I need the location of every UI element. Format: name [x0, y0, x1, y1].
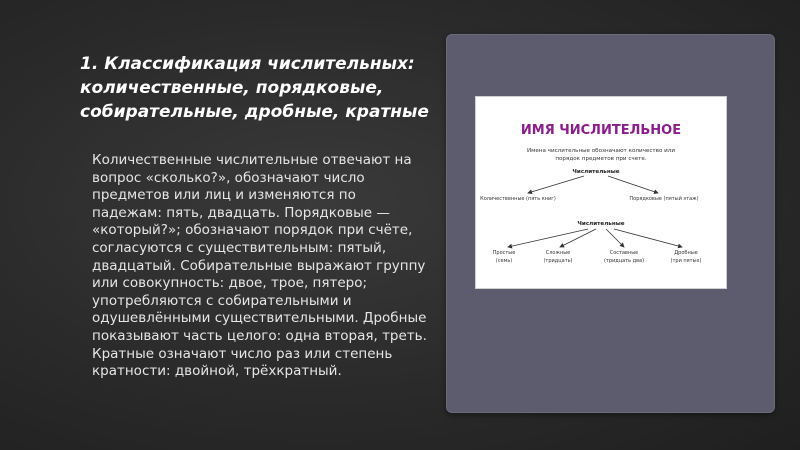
diagram-arrow-2	[560, 229, 596, 247]
diagram-arrow-4	[614, 229, 682, 247]
diagram-group1-label: Числительные	[572, 169, 620, 175]
diagram-arrow-1	[508, 229, 588, 247]
numeral-diagram-image	[475, 96, 727, 289]
diagram-group1-right: Порядковые (пятый этаж)	[629, 196, 699, 202]
diagram-item-2-name: Сложные	[545, 250, 571, 256]
slide-body-text: Количественные числительные отвечают на вопрос «сколько?», обозначают число предметов или лиц и изменяются по падежам: пять, двадцать. Порядковые — «который?»; обозначают порядок при счёте, согласуются с существительным: пятый, двадцатый. Собирательные выражают группу или совокупность: двое, трое, пятеро; употребляются с собирательными и одушевлёнными существительными. Дробные показывают часть целого: одна вторая, треть. Кратные означают число раз или степень кратности: двойной, трёхкратный.	[92, 152, 427, 380]
diagram-item-4-example: (три пятых)	[670, 258, 702, 264]
diagram-definition-line2: порядок предметов при счете.	[555, 156, 647, 162]
diagram-group2-label: Числительные	[577, 221, 625, 227]
diagram-definition-line1: Имена числительные обозначают количество или	[526, 148, 676, 154]
diagram-item-1-example: (семь)	[495, 258, 513, 264]
diagram-item-3-example: (тридцать два)	[603, 258, 645, 264]
diagram-svg	[476, 97, 726, 288]
diagram-arrow-3	[606, 229, 624, 247]
diagram-heading: ИМЯ ЧИСЛИТЕЛЬНОЕ	[520, 123, 682, 138]
diagram-item-3-name: Составные	[609, 250, 639, 256]
diagram-item-1-name: Простые	[492, 250, 516, 256]
diagram-arrow-right	[608, 176, 658, 193]
diagram-group1-left: Количественные (пять книг)	[480, 196, 556, 202]
diagram-item-2-example: (тридцать)	[543, 258, 573, 264]
diagram-item-4-name: Дробные	[674, 250, 698, 256]
slide-title: 1. Классификация числительных: количественные, порядковые, собирательные, дробные, кратные	[80, 54, 429, 122]
diagram-arrow-left	[528, 176, 584, 193]
